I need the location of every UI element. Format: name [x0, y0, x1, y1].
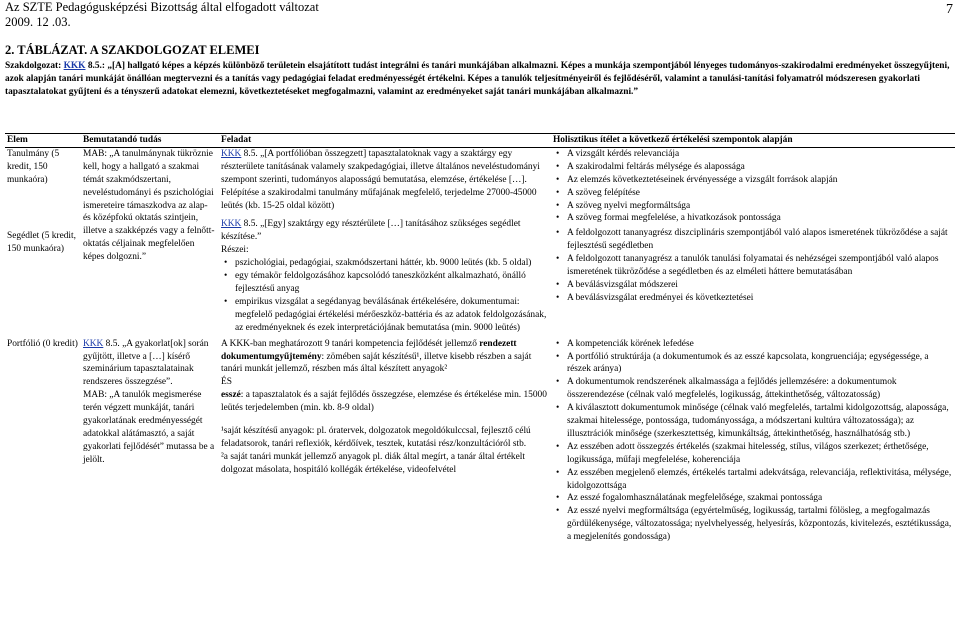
footnote-1: ¹saját készítésű anyagok: pl. óratervek, dolgozatok megoldókulccsal, fejlesztő célú feladatsorok, tanári reflexiók, kérdőívek, tesztek, kutatási rész/konzultációról stb. [221, 426, 531, 449]
header-ertekeles: Holisztikus ítélet a következő értékelési szempontok alapján [551, 134, 955, 148]
list-item: • A feldolgozott tananyagrész diszciplináris szempontjából való alapos ismeretének tükröződése a saját fejlesztésű segédletben [567, 227, 953, 253]
section-title: 2. TÁBLÁZAT. A SZAKDOLGOZAT ELEMEI [5, 43, 260, 57]
list-item: • egy témakör feldolgozásához kapcsolódó taneszközként alkalmazható, önálló fejlesztésű anyag [235, 270, 549, 296]
list-item: • A kiválasztott dokumentumok minősége (célnak való megfelelés, tartalmi kidolgozottság, alapossága, szakmai hitelessége, pontossága, tudományossága, a módszertani kultúra változatossága); az illusztrációk minősége (szerkesztettség, kimunkáltság, áttekinthetőség, használhatóság stb.) [567, 402, 953, 441]
elem-tanulmany: Tanulmány (5 kredit, 150 munkaóra) [7, 148, 60, 185]
list-item: • A portfólió struktúrája (a dokumentumok és az esszé kapcsolata, kongruenciája; egységessége, a részek aránya) [567, 351, 953, 377]
list-item: • Az elemzés következtetéseinek érvényessége a vizsgált források alapján [567, 174, 953, 187]
header-line-2: 2009. 12 .03. [5, 15, 71, 29]
list-item: • Az esszében adott összegzés értékelés (szakmai hitelesség, stílus, világos szerkezet; érthetősége, logikussága, műfaji megfelelése, koherenciája [567, 441, 953, 467]
table-row [5, 335, 955, 545]
list-item: • A feldolgozott tananyagrész a tanulók tanulási folyamatai és nehézségei szempontjából való alapos ismeretének tükröződése a segédletben és az elméleti háttere bemutatásában [567, 253, 953, 279]
szakdolgozat-label: Szakdolgozat: [5, 61, 62, 71]
list-item: • A beválásvizsgálat módszerei [567, 279, 953, 292]
feladat-portfolio: A KKK-ban meghatározott 9 tanári kompetencia fejlődését jellemző rendezett dokumentumgyűjtemény: zömében saját készítésű¹, illetve kisebb részben a saját tanári munkát jellemző, részben más által készített anyagok² ÉS esszé: a tapasztalatok és a saját fejlődés összegzése, elemzése és értékelése min. 15000 leütés terjedelemben (min. kb. 8-9 oldal) ¹saját készítésű anyagok: pl. óratervek, dolgozatok megoldókulccsal, fejlesztő célú feladatsorok, tanári reflexiók, kérdőívek, tesztek, kutatási rész/konzultációról stb. ²a saját tanári munkát jellemző anyagok pl. diák által megírt, a tanár által értékelt dolgozat másolata, hospitáló kollégák értékelése, videofelvétel [219, 335, 551, 545]
header-tudas: Bemutatandó tudás [81, 134, 219, 148]
tanulmany-criteria-list [553, 148, 953, 225]
header-elem: Elem [5, 134, 81, 148]
list-item: • pszichológiai, pedagógiai, szakmódszertani háttér, kb. 9000 leütés (kb. 5 oldal) [235, 257, 549, 270]
szakdolgozat-paragraph [5, 60, 953, 98]
list-item: • A szöveg nyelvi megformáltsága [567, 200, 953, 213]
list-item: • Az esszé nyelvi megformáltsága (egyértelműség, logikusság, tartalmi fölösleg, a megfogalmazás gördülékenysége, változatossága; nyelvhelyesség, helyesírás, központozás, kivitelezés, esztétikussága, a megjelenítés gondossága) [567, 505, 953, 544]
list-item: • A dokumentumok rendszerének alkalmassága a fejlődés jellemzésére: a dokumentumok összerendezése (célnak való megfelelés, logikusság, áttekinthetőség, változatosság) [567, 376, 953, 402]
page-number: 7 [946, 2, 953, 17]
portfolio-criteria-list [553, 338, 953, 545]
footnote-2: ²a saját tanári munkát jellemző anyagok pl. diák által megírt, a tanár által értékelt dolgozat másolata, hospitáló kollégák értékelése, videofelvétel [221, 451, 525, 475]
tudas-portfolio: KKK 8.5. „A gyakorlat[ok] során gyűjtött, illetve a […] kísérő szeminárium tapasztalatainak rendszeres összegzése”. MAB: „A tanulók megismerése terén végzett munkáját, tanári gyakorlatának eredményességét adatokkal alátámasztó, a saját gyakorlati fejlődését” mutassa be a jelölt. [83, 338, 215, 465]
segedlet-parts-list [221, 257, 549, 334]
list-item: • A szakirodalmi feltárás mélysége és alapossága [567, 161, 953, 174]
feladat-segedlet: KKK 8.5. „[Egy] szaktárgy egy résztérülete […] tanításához szükséges segédlet készítése.” Részei: • pszichológiai, pedagógiai, szakmódszertani háttér, kb. 9000 leütés (kb. 5 oldal) • egy témakör feldolgozásához kapcsolódó taneszközként alkalmazható, önálló fejlesztésű anyag • empirikus vizsgálat a segédanyag beválásának értékelésére, dokumentumai: megfelelő pedagógiai értékelési mérőeszköz-battéria és az adatok feldolgozásának, az eredményeknek és ezek interpretációjának bemutatása (min. 9000 leütés) [221, 218, 549, 334]
header-line-1: Az SZTE Pedagógusképzési Bizottság által elfogadott változat [5, 0, 319, 14]
elements-table [5, 133, 955, 544]
elem-portfolio: Portfólió (0 kredit) [7, 338, 78, 349]
elem-cell [5, 147, 81, 334]
feladat-cell [219, 147, 551, 334]
header-feladat: Feladat [219, 134, 551, 148]
kkk-link[interactable]: KKK [221, 148, 242, 159]
list-item: • empirikus vizsgálat a segédanyag beválásának értékelésére, dokumentumai: megfelelő pedagógiai értékelési mérőeszköz-battéria és az adatok feldolgozásának, az eredményeknek és ezek interpretációjának bemutatása (min. 9000 leütés) [235, 296, 549, 335]
list-item: • A kompetenciák körének lefedése [567, 338, 953, 351]
ertekeles-cell [551, 147, 955, 334]
list-item: • Az esszé fogalomhasználatának megfelelősége, szakmai pontossága [567, 492, 953, 505]
list-item: • A beválásvizsgálat eredményei és következtetései [567, 292, 953, 305]
feladat-tanulmany: KKK 8.5. „[A portfólióban összegzett] tapasztalatoknak vagy a szaktárgy egy részterülete tanításának valamely szakpedagógiai, illetve általános neveléstudományi szempont szerinti, tudományos alaposságú bemutatása, elemzése, értékelése […]. Felépítése a szakirodalmi tanulmány műfajának megfelelő, terjedelme 27000-45000 leütés (kb. 15-25 oldal között) [221, 148, 540, 211]
segedlet-criteria-list [553, 227, 953, 304]
list-item: • A szöveg felépítése [567, 187, 953, 200]
list-item: • A vizsgált kérdés relevanciája [567, 148, 953, 161]
kkk-link[interactable]: KKK [63, 61, 86, 71]
table-header-row [5, 134, 955, 148]
tudas-cell: MAB: „A tanulmánynak tükröznie kell, hogy a hallgató a szakmai témát szakmódszertani, neveléstudományi és pszichológiai ismereteire támaszkodva az alap- és középfokú oktatás szintjein, illetve a szakképzés vagy a felnőtt-oktatás céljainak megfelelően képes dolgozni.” [83, 148, 215, 263]
kkk-link[interactable]: KKK [221, 219, 242, 230]
list-item: • A szöveg formai megfelelése, a hivatkozások pontossága [567, 212, 953, 225]
szakdolgozat-text: 8.5.: „[A] hallgató képes a képzés különböző területein elsajátított tudást integrálni és tanári munkájában alkalmazni. Képes a munkája szempontjából lényeges tudományos-szakirodalmi eredményeket összegyűjteni, azok alapján tanári munkáját önállóan megtervezni és a tanítás vagy pedagógiai feladat eredményességét értékelni. Képes a tanulók teljesítményeiről és fejlődéséről, valamint a tanulási-tanítási folyamatról módszeresen gyakorlati tapasztalatokat gyűjteni és a tényszerű adatokat elemezni, következtetéseket megfogalmazni, valamint az eredményeket saját tanári munkájában alkalmazni.” [5, 61, 950, 97]
table-row [5, 147, 955, 334]
elem-segedlet: Segédlet (5 kredit, 150 munkaóra) [7, 230, 76, 254]
list-item: • Az esszében megjelenő elemzés, értékelés tartalmi adekvátsága, relevanciája, reflektivitása, mélysége, kidolgozottsága [567, 467, 953, 493]
document-header [5, 0, 319, 30]
ertekeles-portfolio [551, 335, 955, 545]
kkk-link[interactable]: KKK [83, 338, 104, 349]
